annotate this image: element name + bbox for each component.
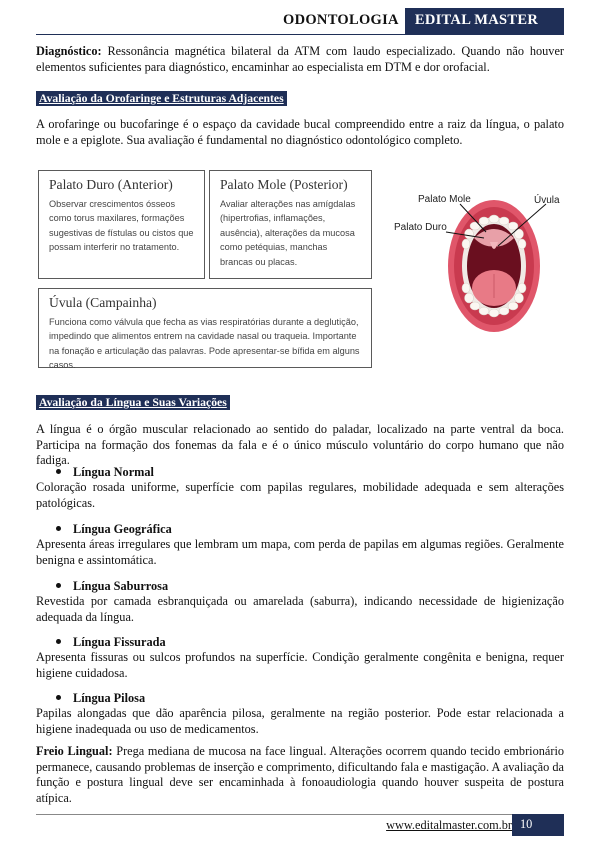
card-body: Observar crescimentos ósseos como torus maxilares, formações sugestivas de fístulas ou cistos que possam interferir no tratamento. xyxy=(49,199,194,253)
list-item xyxy=(56,635,166,650)
bullet-icon xyxy=(56,526,61,531)
freio-paragraph xyxy=(36,744,564,806)
card-title: Úvula (Campainha) xyxy=(49,295,157,310)
card-uvula xyxy=(38,288,372,371)
list-item-desc: Revestida por camada esbranquiçada ou amarelada (saburra), indicando necessidade de higienização adequada da língua. xyxy=(36,594,564,624)
card-title: Palato Duro (Anterior) xyxy=(49,177,173,192)
list-item xyxy=(56,465,154,480)
section-title-orofaringe: Avaliação da Orofaringe e Estruturas Adjacentes xyxy=(36,91,287,106)
list-item-desc: Coloração rosada uniforme, superfície com papilas regulares, mobilidade adequada e sem alterações patológicas. xyxy=(36,480,564,510)
freio-text: Prega mediana de mucosa na face lingual. Alterações ocorrem quando tecido embrionário permanece, causando problemas de inserção e comprimento, dificultando fala e mastigação. A avaliação da função e postura lingual deve ser encaminhada à fonoaudiologia quando houver suspeita de postura atípica. xyxy=(36,744,565,805)
list-item xyxy=(56,522,172,537)
card-body: Avaliar alterações nas amígdalas (hipertrofias, inflamações, ausência), alterações da mucosa como petéquias, manchas brancas ou placas. xyxy=(220,199,356,267)
bullet-icon xyxy=(56,639,61,644)
card-title: Palato Mole (Posterior) xyxy=(220,177,348,192)
header-brand: EDITAL MASTER xyxy=(405,8,564,34)
diagnostico-text: Ressonância magnética bilateral da ATM com laudo especializado. Quando não houver elementos suficientes para diagnóstico, encaminhar ao especialista em DTM e dor orofacial. xyxy=(36,44,564,74)
list-item-title: Língua Geográfica xyxy=(73,522,172,536)
list-item-desc: Apresenta fissuras ou sulcos profundos na superfície. Condição geralmente congênita e benigna, requer higiene cuidadosa. xyxy=(36,650,564,680)
label-uvula: Úvula xyxy=(534,195,560,206)
list-item-title: Língua Pilosa xyxy=(73,691,146,705)
list-item xyxy=(56,579,168,594)
list-item-title: Língua Fissurada xyxy=(73,635,166,649)
orofaringe-intro: A orofaringe ou bucofaringe é o espaço da cavidade bucal compreendido entre a raiz da língua, o palato mole e a epiglote. Sua avaliação é fundamental no diagnóstico odontológico completo. xyxy=(36,117,564,147)
label-palato-duro: Palato Duro xyxy=(394,222,447,233)
freio-label: Freio Lingual: xyxy=(36,744,113,758)
header-subject: ODONTOLOGIA xyxy=(283,12,399,28)
card-palato-mole xyxy=(209,170,372,279)
bullet-icon xyxy=(56,469,61,474)
mouth-diagram xyxy=(388,182,572,342)
card-palato-duro xyxy=(38,170,205,279)
list-item-desc: Apresenta áreas irregulares que lembram um mapa, com perda de papilas em algumas regiões. Geralmente benigna e assintomática. xyxy=(36,537,564,567)
page-number: 10 xyxy=(512,814,564,836)
header-divider xyxy=(36,34,564,35)
bullet-icon xyxy=(56,583,61,588)
diagnostico-paragraph xyxy=(36,44,564,75)
footer-url-link[interactable]: www.editalmaster.com.br xyxy=(386,818,512,832)
label-palato-mole: Palato Mole xyxy=(418,194,471,205)
lingua-intro: A língua é o órgão muscular relacionado ao sentido do paladar, localizado na parte ventral da boca. Participa na formação dos fonemas da fala e é o único músculo voluntário do corpo humano que não fadiga. xyxy=(36,422,564,467)
list-item-title: Língua Saburrosa xyxy=(73,579,169,593)
footer-divider xyxy=(36,814,564,815)
page-header xyxy=(283,8,564,34)
bullet-icon xyxy=(56,695,61,700)
list-item-desc: Papilas alongadas que dão aparência pilosa, geralmente na região posterior. Pode estar relacionada a higiene inadequada ou uso de medicamentos. xyxy=(36,706,564,736)
section-title-lingua: Avaliação da Língua e Suas Variações xyxy=(36,395,230,410)
list-item xyxy=(56,691,145,706)
diagnostico-label: Diagnóstico: xyxy=(36,44,102,58)
card-body: Funciona como válvula que fecha as vias respiratórias durante a deglutição, impedindo que alimentos entrem na cavidade nasal ou traqueia. Importante na fonação e articulação das palavras. Pode apresentar-se bífida em alguns casos. xyxy=(49,317,360,371)
list-item-title: Língua Normal xyxy=(73,465,154,479)
